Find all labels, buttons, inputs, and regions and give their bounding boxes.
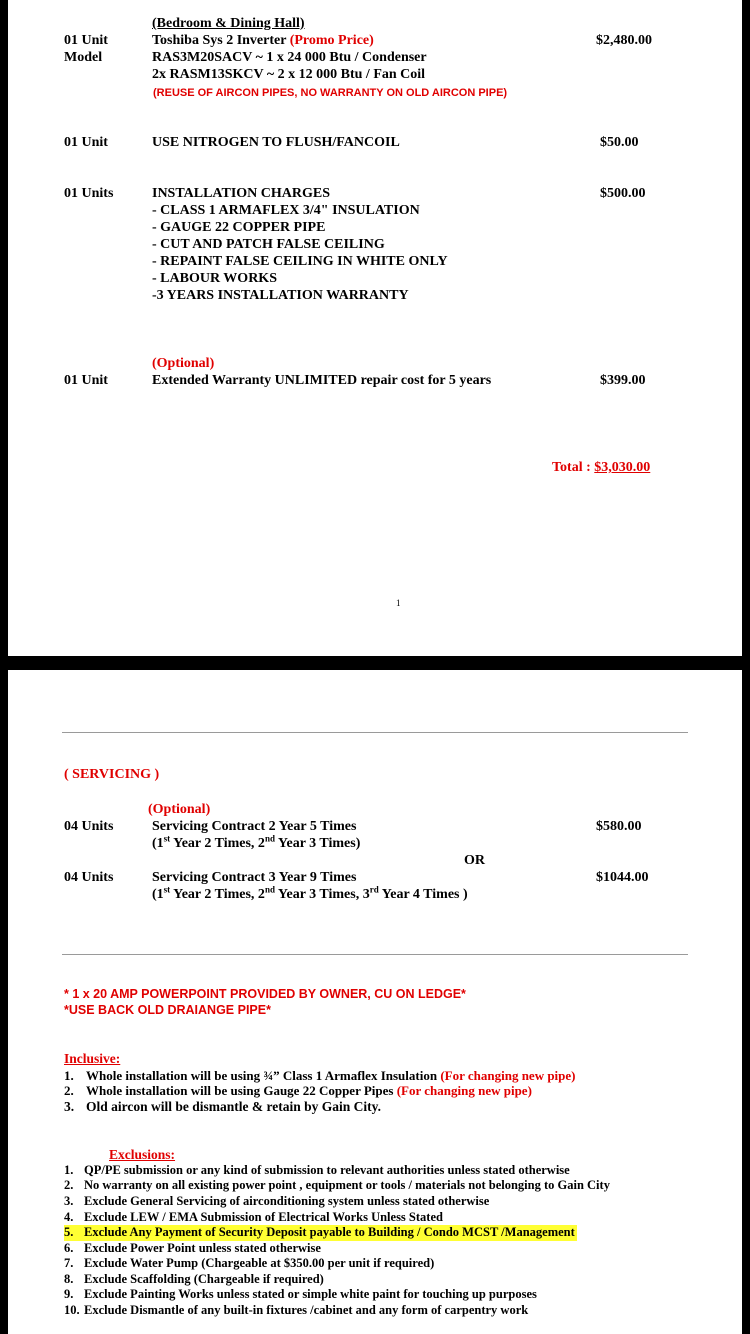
item1-heading: (Bedroom & Dining Hall)	[152, 16, 305, 31]
item1-condenser: RAS3M20SACV ~ 1 x 24 000 Btu / Condenser	[152, 50, 427, 65]
exclusion-item: 6. Exclude Power Point unless stated otherwise	[64, 1241, 321, 1255]
item4-desc: Extended Warranty UNLIMITED repair cost for 5 years	[152, 373, 492, 388]
note-powerpoint: * 1 x 20 AMP POWERPOINT PROVIDED BY OWNER, CU ON LEDGE*	[64, 987, 466, 1001]
item1-model: Toshiba Sys 2 Inverter	[152, 33, 287, 48]
exclusion-item-highlighted: 5. Exclude Any Payment of Security Deposit payable to Building / Condo MCST /Management	[64, 1225, 575, 1239]
s1-qty: 04 Units	[64, 819, 114, 834]
item1-model-line	[152, 32, 374, 49]
quotation-page-1	[8, 0, 742, 656]
item3-price: $500.00	[600, 186, 646, 201]
item1-price: $2,480.00	[596, 33, 652, 48]
item3-line: - CLASS 1 ARMAFLEX 3/4" INSULATION	[152, 203, 420, 218]
quotation-page-2	[8, 670, 742, 1334]
item3-line: - LABOUR WORKS	[152, 271, 277, 286]
exclusion-item: 1. QP/PE submission or any kind of submission to relevant authorities unless stated otherwise	[64, 1163, 570, 1177]
total-line	[552, 459, 650, 476]
item4-optional: (Optional)	[152, 356, 215, 371]
item3-title: INSTALLATION CHARGES	[152, 186, 331, 201]
item3-line: - REPAINT FALSE CEILING IN WHITE ONLY	[152, 254, 448, 269]
s2-qty: 04 Units	[64, 870, 114, 885]
item1-qty: 01 Unit	[64, 33, 108, 48]
inclusive-item: 1. Whole installation will be using ¾” Class 1 Armaflex Insulation (For changing new pipe)	[64, 1068, 576, 1083]
divider-top	[62, 732, 688, 733]
exclusion-item: 4. Exclude LEW / EMA Submission of Electrical Works Unless Stated	[64, 1210, 443, 1224]
exclusion-item: 7. Exclude Water Pump (Chargeable at $350.00 per unit if required)	[64, 1256, 435, 1270]
divider-bottom	[62, 954, 688, 955]
exclusions-heading: Exclusions:	[109, 1147, 176, 1162]
s2-detail: (1st Year 2 Times, 2nd Year 3 Times, 3rd Year 4 Times )	[152, 884, 468, 902]
inclusive-item: 2. Whole installation will be using Gauge 22 Copper Pipes (For changing new pipe)	[64, 1083, 532, 1098]
item1-promo: (Promo Price)	[289, 33, 374, 48]
item1-qty-model: Model	[64, 50, 103, 65]
total-value: $3,030.00	[594, 460, 651, 475]
inclusive-item: 3. Old aircon will be dismantle & retain by Gain City.	[64, 1099, 382, 1114]
s2-title: Servicing Contract 3 Year 9 Times	[152, 870, 357, 885]
item2-desc: USE NITROGEN TO FLUSH/FANCOIL	[152, 135, 400, 150]
s2-price: $1044.00	[596, 870, 649, 885]
exclusion-item: 2. No warranty on all existing power point , equipment or tools / materials not belonging to Gain City	[64, 1178, 610, 1192]
item3-line: - CUT AND PATCH FALSE CEILING	[152, 237, 385, 252]
item4-price: $399.00	[600, 373, 646, 388]
note-drainage: *USE BACK OLD DRAIANGE PIPE*	[64, 1003, 271, 1017]
item2-qty: 01 Unit	[64, 135, 108, 150]
exclusion-item: 3. Exclude General Servicing of airconditioning system unless stated otherwise	[64, 1194, 490, 1208]
exclusion-item: 10. Exclude Dismantle of any built-in fixtures /cabinet and any form of carpentry work	[64, 1303, 529, 1317]
item1-note: (REUSE OF AIRCON PIPES, NO WARRANTY ON OLD AIRCON PIPE)	[153, 87, 508, 99]
or-label: OR	[464, 853, 485, 868]
s1-title: Servicing Contract 2 Year 5 Times	[152, 819, 357, 834]
total-label: Total :	[552, 460, 591, 475]
item3-line: - GAUGE 22 COPPER PIPE	[152, 220, 326, 235]
s1-price: $580.00	[596, 819, 642, 834]
item3-qty: 01 Units	[64, 186, 114, 201]
exclusion-item: 8. Exclude Scaffolding (Chargeable if required)	[64, 1272, 324, 1286]
inclusive-heading: Inclusive:	[64, 1051, 121, 1066]
item2-price: $50.00	[600, 135, 639, 150]
page-number: 1	[396, 598, 401, 608]
exclusion-item: 9. Exclude Painting Works unless stated or simple white paint for touching up purposes	[64, 1287, 537, 1301]
servicing-optional: (Optional)	[148, 802, 211, 817]
item3-line: -3 YEARS INSTALLATION WARRANTY	[152, 288, 409, 303]
item1-fancoil: 2x RASM13SKCV ~ 2 x 12 000 Btu / Fan Coil	[152, 67, 426, 82]
s1-detail: (1st Year 2 Times, 2nd Year 3 Times)	[152, 833, 361, 851]
item4-qty: 01 Unit	[64, 373, 108, 388]
servicing-heading: ( SERVICING )	[64, 767, 160, 782]
